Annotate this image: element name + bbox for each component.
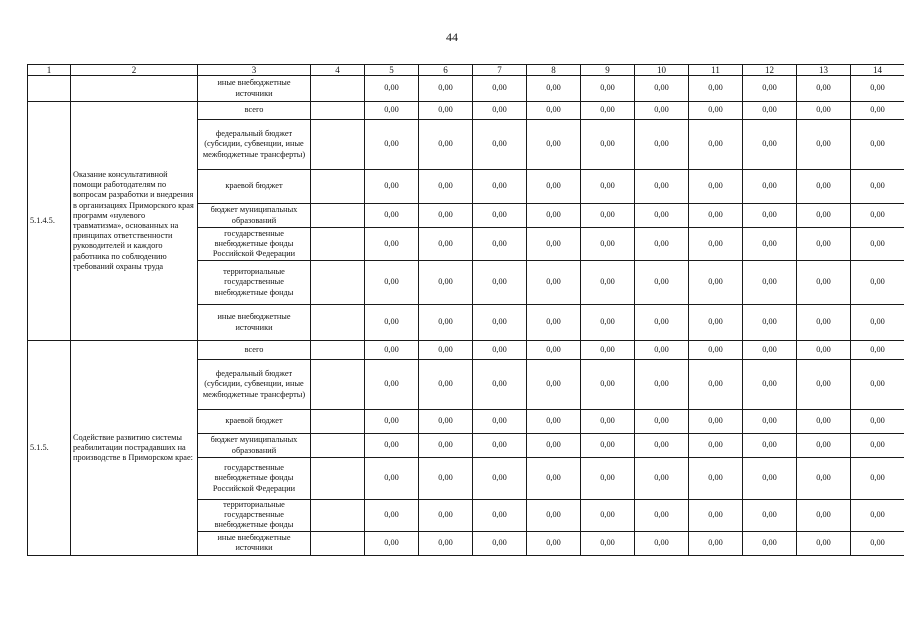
table-row (28, 341, 904, 360)
empty-cell (311, 341, 365, 360)
value-cell: 0,00 (527, 341, 581, 360)
funding-source: федеральный бюджет (субсидии, субвенции, иные межбюджетные трансферты) (198, 120, 311, 170)
value-cell: 0,00 (473, 305, 527, 341)
value-cell: 0,00 (527, 434, 581, 458)
value-cell: 0,00 (365, 102, 419, 120)
value-cell: 0,00 (635, 531, 689, 555)
value-cell: 0,00 (635, 102, 689, 120)
value-cell: 0,00 (851, 228, 904, 261)
value-cell: 0,00 (581, 500, 635, 532)
column-number: 4 (311, 65, 365, 76)
value-cell: 0,00 (581, 458, 635, 500)
value-cell: 0,00 (797, 170, 851, 204)
value-cell: 0,00 (743, 305, 797, 341)
funding-source: краевой бюджет (198, 410, 311, 434)
value-cell: 0,00 (797, 261, 851, 305)
column-number: 13 (797, 65, 851, 76)
value-cell: 0,00 (743, 500, 797, 532)
column-number: 1 (28, 65, 71, 76)
value-cell: 0,00 (473, 261, 527, 305)
value-cell: 0,00 (743, 434, 797, 458)
empty-cell (311, 458, 365, 500)
value-cell: 0,00 (851, 76, 904, 102)
value-cell: 0,00 (581, 261, 635, 305)
page-number: 44 (446, 30, 458, 44)
value-cell: 0,00 (635, 305, 689, 341)
empty-cell (311, 228, 365, 261)
value-cell: 0,00 (581, 228, 635, 261)
value-cell: 0,00 (365, 458, 419, 500)
value-cell: 0,00 (527, 360, 581, 410)
value-cell: 0,00 (635, 120, 689, 170)
funding-source: всего (198, 102, 311, 120)
value-cell: 0,00 (581, 341, 635, 360)
value-cell: 0,00 (581, 120, 635, 170)
value-cell: 0,00 (365, 170, 419, 204)
value-cell: 0,00 (365, 410, 419, 434)
value-cell: 0,00 (419, 500, 473, 532)
value-cell: 0,00 (581, 170, 635, 204)
value-cell: 0,00 (473, 120, 527, 170)
funding-source: иные внебюджетные источники (198, 531, 311, 555)
value-cell: 0,00 (797, 204, 851, 228)
value-cell: 0,00 (365, 341, 419, 360)
column-number: 8 (527, 65, 581, 76)
column-number: 14 (851, 65, 904, 76)
funding-source: территориальные государственные внебюджетные фонды (198, 500, 311, 532)
value-cell: 0,00 (851, 170, 904, 204)
empty-cell (311, 204, 365, 228)
funding-source: бюджет муниципальных образований (198, 434, 311, 458)
column-number: 9 (581, 65, 635, 76)
value-cell: 0,00 (527, 120, 581, 170)
value-cell: 0,00 (851, 458, 904, 500)
value-cell: 0,00 (365, 76, 419, 102)
value-cell: 0,00 (851, 120, 904, 170)
value-cell: 0,00 (365, 531, 419, 555)
value-cell: 0,00 (851, 204, 904, 228)
value-cell: 0,00 (527, 76, 581, 102)
value-cell: 0,00 (743, 120, 797, 170)
value-cell: 0,00 (581, 76, 635, 102)
column-number: 6 (419, 65, 473, 76)
value-cell: 0,00 (743, 228, 797, 261)
column-number: 10 (635, 65, 689, 76)
value-cell: 0,00 (689, 531, 743, 555)
value-cell: 0,00 (635, 261, 689, 305)
value-cell: 0,00 (743, 341, 797, 360)
column-header-row (28, 65, 904, 76)
value-cell: 0,00 (797, 228, 851, 261)
value-cell: 0,00 (689, 76, 743, 102)
value-cell: 0,00 (581, 531, 635, 555)
funding-source: государственные внебюджетные фонды Российской Федерации (198, 228, 311, 261)
empty-cell (311, 261, 365, 305)
table-row (28, 76, 904, 102)
funding-source: территориальные государственные внебюджетные фонды (198, 261, 311, 305)
value-cell: 0,00 (797, 360, 851, 410)
value-cell: 0,00 (419, 76, 473, 102)
value-cell: 0,00 (689, 360, 743, 410)
value-cell: 0,00 (473, 76, 527, 102)
column-number: 7 (473, 65, 527, 76)
value-cell: 0,00 (473, 360, 527, 410)
empty-cell (311, 531, 365, 555)
value-cell: 0,00 (473, 458, 527, 500)
value-cell: 0,00 (581, 434, 635, 458)
value-cell: 0,00 (851, 434, 904, 458)
value-cell: 0,00 (365, 434, 419, 458)
value-cell: 0,00 (797, 410, 851, 434)
item-description: Содействие развитию системы реабилитации пострадавших на производстве в Приморском крае: (71, 341, 198, 556)
value-cell: 0,00 (689, 261, 743, 305)
funding-source: государственные внебюджетные фонды Российской Федерации (198, 458, 311, 500)
value-cell: 0,00 (797, 434, 851, 458)
value-cell: 0,00 (527, 170, 581, 204)
value-cell: 0,00 (797, 76, 851, 102)
value-cell: 0,00 (473, 170, 527, 204)
value-cell: 0,00 (743, 102, 797, 120)
value-cell: 0,00 (527, 102, 581, 120)
value-cell: 0,00 (635, 458, 689, 500)
value-cell: 0,00 (527, 500, 581, 532)
value-cell: 0,00 (365, 500, 419, 532)
value-cell: 0,00 (635, 410, 689, 434)
value-cell: 0,00 (689, 228, 743, 261)
value-cell: 0,00 (743, 458, 797, 500)
value-cell: 0,00 (473, 341, 527, 360)
value-cell: 0,00 (851, 360, 904, 410)
item-code: 5.1.4.5. (28, 102, 71, 341)
value-cell: 0,00 (527, 228, 581, 261)
value-cell: 0,00 (365, 120, 419, 170)
table-body (28, 65, 904, 556)
value-cell: 0,00 (473, 531, 527, 555)
value-cell: 0,00 (689, 458, 743, 500)
column-number: 5 (365, 65, 419, 76)
value-cell: 0,00 (797, 500, 851, 532)
value-cell: 0,00 (365, 261, 419, 305)
value-cell: 0,00 (527, 531, 581, 555)
value-cell: 0,00 (581, 410, 635, 434)
value-cell: 0,00 (797, 458, 851, 500)
value-cell: 0,00 (689, 305, 743, 341)
table-row (28, 102, 904, 120)
value-cell: 0,00 (743, 204, 797, 228)
value-cell: 0,00 (851, 531, 904, 555)
value-cell: 0,00 (635, 434, 689, 458)
value-cell: 0,00 (743, 410, 797, 434)
value-cell: 0,00 (689, 204, 743, 228)
value-cell: 0,00 (473, 228, 527, 261)
funding-source: иные внебюджетные источники (198, 76, 311, 102)
empty-cell (311, 360, 365, 410)
value-cell: 0,00 (743, 360, 797, 410)
value-cell: 0,00 (581, 204, 635, 228)
value-cell: 0,00 (851, 500, 904, 532)
value-cell: 0,00 (419, 228, 473, 261)
value-cell: 0,00 (851, 410, 904, 434)
value-cell: 0,00 (797, 120, 851, 170)
column-number: 11 (689, 65, 743, 76)
value-cell: 0,00 (419, 204, 473, 228)
column-number: 3 (198, 65, 311, 76)
value-cell: 0,00 (581, 102, 635, 120)
value-cell: 0,00 (527, 458, 581, 500)
value-cell: 0,00 (635, 360, 689, 410)
value-cell: 0,00 (743, 170, 797, 204)
value-cell: 0,00 (419, 360, 473, 410)
value-cell: 0,00 (743, 261, 797, 305)
value-cell: 0,00 (743, 76, 797, 102)
column-number: 2 (71, 65, 198, 76)
value-cell: 0,00 (419, 120, 473, 170)
value-cell: 0,00 (419, 531, 473, 555)
value-cell: 0,00 (473, 204, 527, 228)
value-cell: 0,00 (689, 120, 743, 170)
value-cell: 0,00 (527, 261, 581, 305)
value-cell: 0,00 (851, 102, 904, 120)
value-cell: 0,00 (689, 500, 743, 532)
value-cell: 0,00 (419, 102, 473, 120)
value-cell: 0,00 (797, 531, 851, 555)
funding-source: всего (198, 341, 311, 360)
empty-cell (311, 120, 365, 170)
value-cell: 0,00 (527, 305, 581, 341)
value-cell: 0,00 (473, 434, 527, 458)
value-cell: 0,00 (851, 305, 904, 341)
value-cell: 0,00 (419, 458, 473, 500)
item-code: 5.1.5. (28, 341, 71, 556)
value-cell: 0,00 (419, 434, 473, 458)
value-cell: 0,00 (635, 170, 689, 204)
value-cell: 0,00 (635, 228, 689, 261)
value-cell: 0,00 (797, 341, 851, 360)
value-cell: 0,00 (797, 102, 851, 120)
column-number: 12 (743, 65, 797, 76)
value-cell: 0,00 (527, 204, 581, 228)
value-cell: 0,00 (689, 170, 743, 204)
value-cell: 0,00 (419, 305, 473, 341)
item-description: Оказание консультативной помощи работодателям по вопросам разработки и внедрения в организациях Приморского края программ «нулевого травматизма», основанных на принципах ответственности руководителей и каждого работника по соблюдению требований охраны труда (71, 102, 198, 341)
value-cell: 0,00 (689, 341, 743, 360)
budget-table (27, 64, 904, 556)
empty-cell (311, 434, 365, 458)
value-cell: 0,00 (419, 410, 473, 434)
empty-cell (28, 76, 71, 102)
value-cell: 0,00 (365, 360, 419, 410)
value-cell: 0,00 (635, 76, 689, 102)
funding-source: иные внебюджетные источники (198, 305, 311, 341)
value-cell: 0,00 (473, 102, 527, 120)
value-cell: 0,00 (743, 531, 797, 555)
value-cell: 0,00 (419, 341, 473, 360)
value-cell: 0,00 (473, 410, 527, 434)
value-cell: 0,00 (689, 410, 743, 434)
value-cell: 0,00 (365, 305, 419, 341)
empty-cell (311, 76, 365, 102)
value-cell: 0,00 (689, 434, 743, 458)
funding-source: бюджет муниципальных образований (198, 204, 311, 228)
value-cell: 0,00 (527, 410, 581, 434)
value-cell: 0,00 (635, 500, 689, 532)
value-cell: 0,00 (635, 204, 689, 228)
value-cell: 0,00 (689, 102, 743, 120)
value-cell: 0,00 (419, 261, 473, 305)
empty-cell (311, 305, 365, 341)
empty-cell (71, 76, 198, 102)
value-cell: 0,00 (365, 204, 419, 228)
value-cell: 0,00 (581, 360, 635, 410)
funding-source: краевой бюджет (198, 170, 311, 204)
value-cell: 0,00 (851, 341, 904, 360)
empty-cell (311, 170, 365, 204)
value-cell: 0,00 (581, 305, 635, 341)
funding-source: федеральный бюджет (субсидии, субвенции, иные межбюджетные трансферты) (198, 360, 311, 410)
value-cell: 0,00 (797, 305, 851, 341)
empty-cell (311, 500, 365, 532)
value-cell: 0,00 (365, 228, 419, 261)
value-cell: 0,00 (473, 500, 527, 532)
value-cell: 0,00 (635, 341, 689, 360)
empty-cell (311, 410, 365, 434)
value-cell: 0,00 (419, 170, 473, 204)
value-cell: 0,00 (851, 261, 904, 305)
empty-cell (311, 102, 365, 120)
